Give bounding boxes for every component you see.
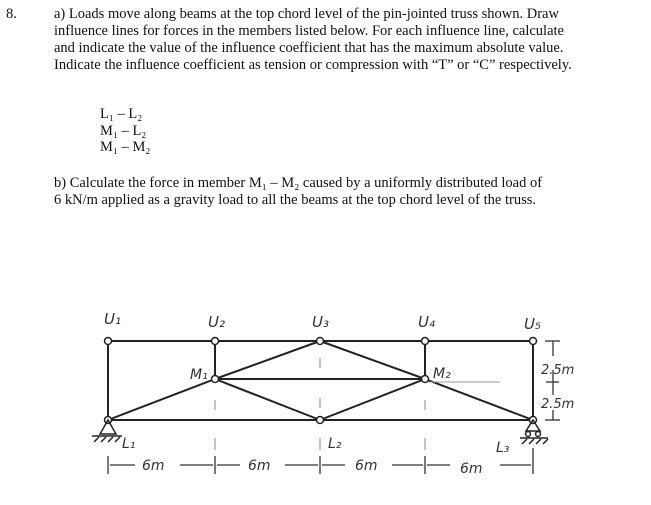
label-u4: U₄ xyxy=(418,313,435,331)
label-u2: U₂ xyxy=(208,313,225,331)
dim-height-2: 2.5m xyxy=(541,397,575,412)
part-a-line: Indicate the influence coefficient as tension or compression with “T” or “C” respectively. xyxy=(54,57,572,73)
label-u3: U₃ xyxy=(312,313,329,331)
joint-u3 xyxy=(317,338,324,345)
part-a-line: influence lines for forces in the members listed below. For each influence line, calculate xyxy=(54,23,564,39)
dim-span-2: 6m xyxy=(248,458,271,474)
label-l3: L₃ xyxy=(496,440,510,456)
member-l1-m1 xyxy=(108,379,215,420)
joint-u4 xyxy=(422,338,429,345)
member-m1-u3 xyxy=(215,341,320,379)
dim-span-4: 6m xyxy=(460,461,483,477)
question-number: 8. xyxy=(6,6,17,22)
truss-members xyxy=(108,341,533,420)
member-l2-m2 xyxy=(320,379,425,420)
dim-span-3: 6m xyxy=(355,458,378,474)
label-m2: M₂ xyxy=(433,366,451,382)
joint-u5 xyxy=(530,338,537,345)
part-a-line: a) Loads move along beams at the top chord level of the pin-jointed truss shown. Draw xyxy=(54,6,559,22)
member-m2-l3 xyxy=(425,379,533,420)
member-u3-m2 xyxy=(320,341,425,379)
part-a-line: and indicate the value of the influence coefficient that has the maximum absolute value. xyxy=(54,40,564,56)
joint-u2 xyxy=(212,338,219,345)
label-m1: M₁ xyxy=(190,367,208,383)
member-item: M₁ – L₂ xyxy=(100,122,147,139)
reference-ticks xyxy=(215,358,425,450)
joint-m1 xyxy=(212,376,219,383)
part-b-line: 6 kN/m applied as a gravity load to all the beams at the top chord level of the truss. xyxy=(54,192,536,208)
member-item: L₁ – L₂ xyxy=(100,106,143,122)
truss-joints xyxy=(105,338,537,424)
joint-l2 xyxy=(317,417,324,424)
dim-height-1: 2.5m xyxy=(541,363,575,378)
label-u5: U₅ xyxy=(524,315,541,333)
part-b-line: b) Calculate the force in member M₁ – M₂ caused by a uniformly distributed load of xyxy=(54,175,543,191)
member-m1-l2 xyxy=(215,379,320,420)
label-l1: L₁ xyxy=(122,436,136,452)
label-l2: L₂ xyxy=(328,436,342,452)
dim-span-1: 6m xyxy=(142,458,165,474)
joint-u1 xyxy=(105,338,112,345)
joint-m2 xyxy=(422,376,429,383)
label-u1: U₁ xyxy=(104,310,121,328)
member-item: M₁ – M₂ xyxy=(100,139,151,155)
